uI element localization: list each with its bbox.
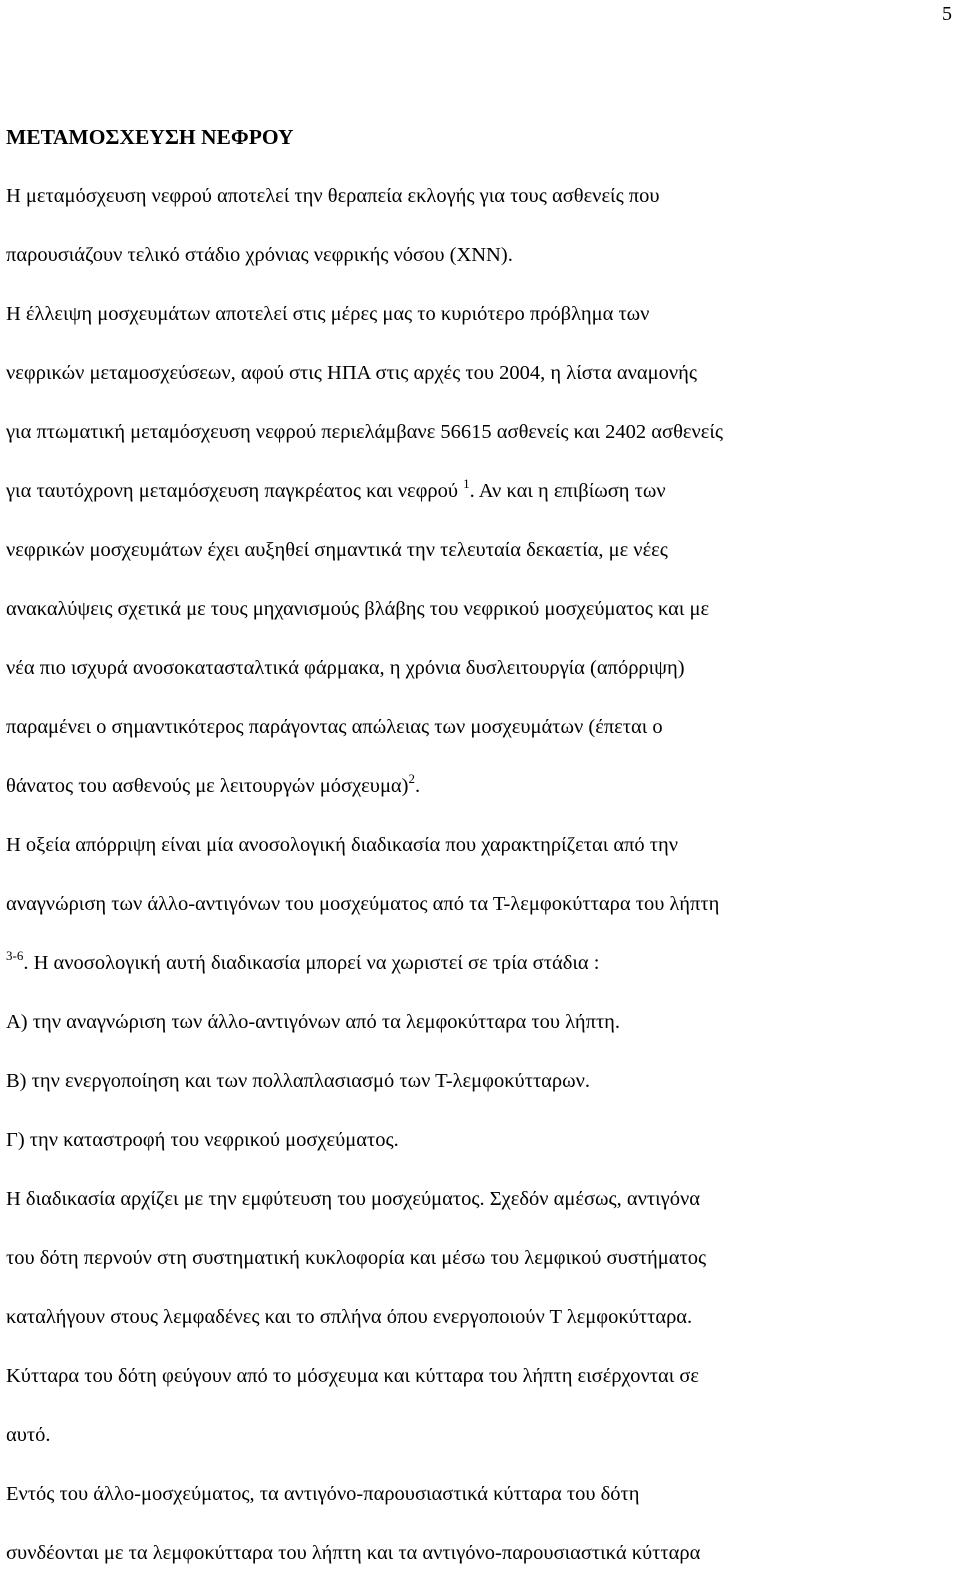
text-line	[6, 948, 600, 975]
text-line: καταλήγουν στους λεμφαδένες και το σπλήνα όπου ενεργοποιούν Τ λεμφοκύτταρα.	[6, 1306, 693, 1328]
section-heading: ΜΕΤΑΜΟΣΧΕΥΣΗ ΝΕΦΡΟΥ	[6, 125, 294, 149]
text-line: Γ) την καταστροφή του νεφρικού μοσχεύματος.	[6, 1129, 399, 1151]
text-line: ανακαλύψεις σχετικά με τους μηχανισμούς βλάβης του νεφρικού μοσχεύματος και με	[6, 598, 710, 620]
text-run: . Αν και η επιβίωση των	[469, 480, 666, 502]
text-run: θάνατος του ασθενούς με λειτουργών μόσχευμα)	[6, 775, 409, 797]
text-line: αυτό.	[6, 1424, 51, 1446]
text-run: για ταυτόχρονη μεταμόσχευση παγκρέατος και νεφρού	[6, 480, 464, 502]
text-line	[6, 771, 421, 798]
text-line: παρουσιάζουν τελικό στάδιο χρόνιας νεφρικής νόσου (ΧΝΝ).	[6, 244, 513, 266]
text-line: Η έλλειψη μοσχευμάτων αποτελεί στις μέρες μας το κυριότερο πρόβλημα των	[6, 303, 650, 325]
page-number: 5	[942, 3, 952, 25]
text-line	[6, 476, 666, 503]
text-line: συνδέονται με τα λεμφοκύτταρα του λήπτη και τα αντιγόνο-παρουσιαστικά κύτταρα	[6, 1542, 701, 1564]
text-line: του δότη περνούν στη συστηματική κυκλοφορία και μέσω του λεμφικού συστήματος	[6, 1247, 707, 1269]
text-line: Εντός του άλλο-μοσχεύματος, τα αντιγόνο-παρουσιαστικά κύτταρα του δότη	[6, 1483, 640, 1505]
text-line: παραμένει ο σημαντικότερος παράγοντας απώλειας των μοσχευμάτων (έπεται ο	[6, 716, 663, 738]
text-line: για πτωματική μεταμόσχευση νεφρού περιελάμβανε 56615 ασθενείς και 2402 ασθενείς	[6, 421, 724, 443]
text-line: Κύτταρα του δότη φεύγουν από το μόσχευμα και κύτταρα του λήπτη εισέρχονται σε	[6, 1365, 700, 1387]
text-line: νέα πιο ισχυρά ανοσοκατασταλτικά φάρμακα, η χρόνια δυσλειτουργία (απόρριψη)	[6, 657, 685, 679]
text-run: .	[415, 775, 421, 797]
citation-superscript: 1	[463, 476, 470, 491]
text-line: Β) την ενεργοποίηση και των πολλαπλασιασμό των Τ-λεμφοκύτταρων.	[6, 1070, 591, 1092]
text-line: Η διαδικασία αρχίζει με την εμφύτευση του μοσχεύματος. Σχεδόν αμέσως, αντιγόνα	[6, 1188, 700, 1210]
text-line: αναγνώριση των άλλο-αντιγόνων του μοσχεύματος από τα Τ-λεμφοκύτταρα του λήπτη	[6, 893, 720, 915]
text-line: Η οξεία απόρριψη είναι μία ανοσολογική διαδικασία που χαρακτηρίζεται από την	[6, 834, 679, 856]
text-line: Α) την αναγνώριση των άλλο-αντιγόνων από τα λεμφοκύτταρα του λήπτη.	[6, 1011, 621, 1033]
text-line: νεφρικών μοσχευμάτων έχει αυξηθεί σημαντικά την τελευταία δεκαετία, με νέες	[6, 539, 668, 561]
text-line: Η μεταμόσχευση νεφρού αποτελεί την θεραπεία εκλογής για τους ασθενείς που	[6, 185, 660, 207]
text-line: νεφρικών μεταμοσχεύσεων, αφού στις ΗΠΑ στις αρχές του 2004, η λίστα αναμονής	[6, 362, 697, 384]
text-run: . Η ανοσολογική αυτή διαδικασία μπορεί να χωριστεί σε τρία στάδια :	[23, 952, 600, 974]
citation-superscript: 2	[408, 771, 416, 786]
citation-superscript: 3-6	[6, 948, 24, 963]
